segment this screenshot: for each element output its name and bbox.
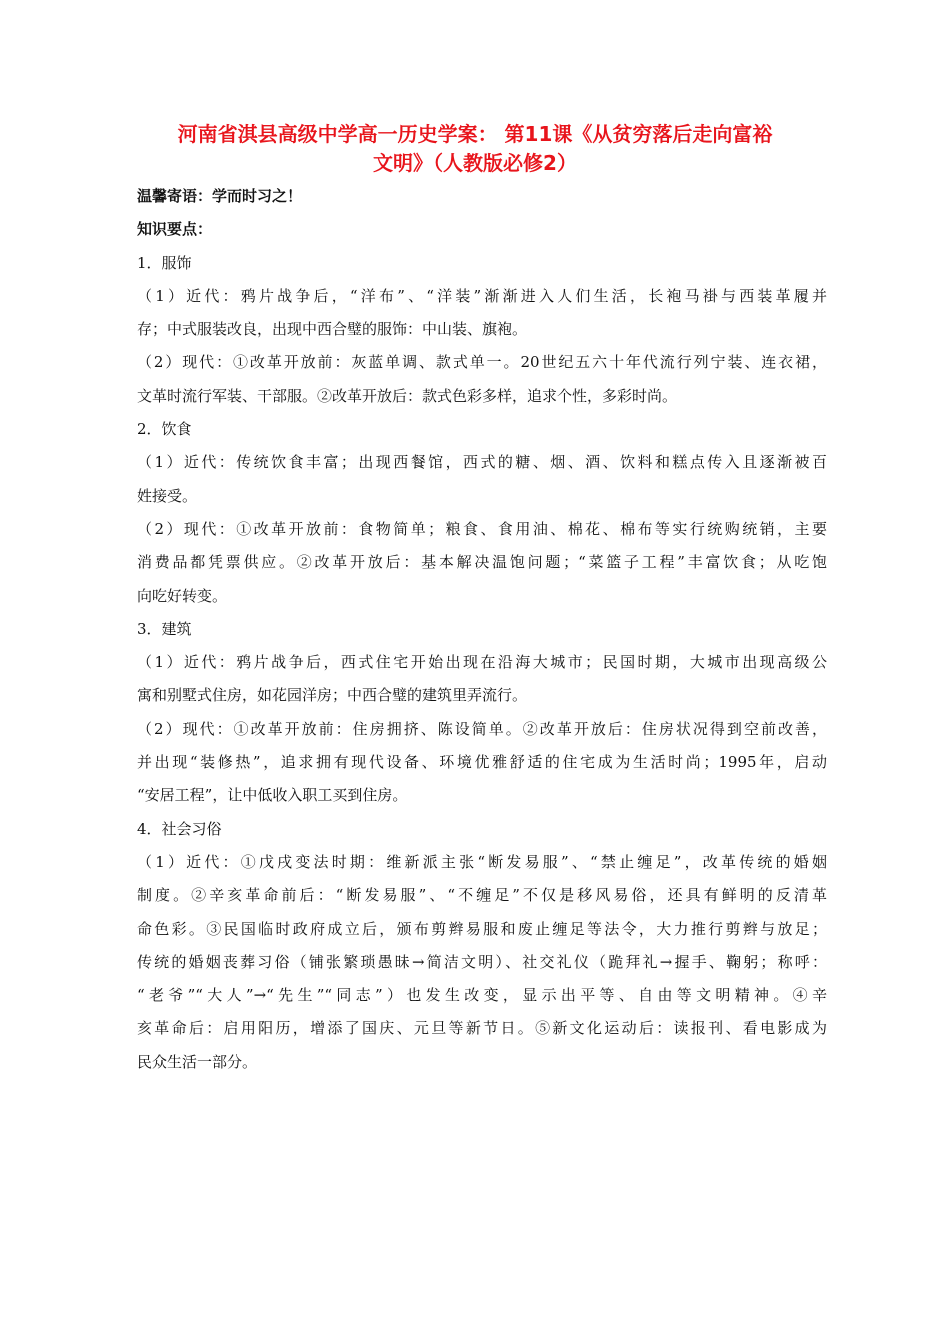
- section-heading-customs: 4．社会习俗: [137, 819, 222, 838]
- knowledge-heading: 知识要点：: [137, 220, 213, 239]
- document-body: [137, 180, 827, 1079]
- paragraph-housing-modern-early: [137, 646, 827, 713]
- document-title: [120, 120, 830, 178]
- text-line: 民众生活一部分。: [137, 1052, 258, 1071]
- text-line: （2）现代：①改革开放前：食物简单；粮食、食用油、棉花、棉布等实行统购统销，主要: [137, 519, 827, 538]
- text-line: 并出现“装修热”，追求拥有现代设备、环境优雅舒适的住宅成为生活时尚；1995年，启动: [137, 753, 827, 772]
- section-heading-clothing: 1．服饰: [137, 253, 192, 272]
- text-line: 制度。②辛亥革命前后：“断发易服”、“不缠足”不仅是移风易俗，还具有鲜明的反清革: [137, 886, 827, 905]
- section-heading-housing: 3．建筑: [137, 619, 192, 638]
- text-line: 亥革命后：启用阳历，增添了国庆、元旦等新节日。⑤新文化运动后：读报刊、看电影成为: [137, 1019, 827, 1038]
- text-line: （1）近代：鸦片战争后，西式住宅开始出现在沿海大城市；民国时期，大城市出现高级公: [137, 653, 827, 672]
- paragraph-food-modern-early: [137, 446, 827, 513]
- text-line: 存；中式服装改良，出现中西合璧的服饰：中山装、旗袍。: [137, 320, 528, 339]
- paragraph-housing-contemporary: [137, 713, 827, 813]
- title-line-2: 文明》（人教版必修2）: [373, 151, 577, 175]
- paragraph-customs-modern-early: [137, 846, 827, 1079]
- text-line: 向吃好转变。: [137, 586, 228, 605]
- text-line: （1）近代：①戊戌变法时期：维新派主张“断发易服”、“禁止缠足”，改革传统的婚姻: [137, 852, 827, 871]
- paragraph-food-contemporary: [137, 513, 827, 613]
- text-line: “老爷”“大人”→“先生”“同志”）也发生改变，显示出平等、自由等文明精神。④辛: [137, 986, 827, 1005]
- text-line: （1）近代：传统饮食丰富；出现西餐馆，西式的糖、烟、酒、饮料和糕点传入且逐渐被百: [137, 453, 827, 472]
- text-line: 命色彩。③民国临时政府成立后，颁布剪辫易服和废止缠足等法令，大力推行剪辫与放足；: [137, 919, 827, 938]
- text-line: （2）现代：①改革开放前：住房拥挤、陈设简单。②改革开放后：住房状况得到空前改善，: [137, 719, 827, 738]
- section-heading-food: 2．饮食: [137, 420, 192, 439]
- text-line: （1）近代：鸦片战争后，“洋布”、“洋装”渐渐进入人们生活，长袍马褂与西装革履并: [137, 286, 827, 305]
- paragraph-clothing-contemporary: [137, 346, 827, 413]
- title-line-1: 河南省淇县高级中学高一历史学案： 第11课《从贫穷落后走向富裕: [177, 122, 773, 146]
- text-line: （2）现代：①改革开放前：灰蓝单调、款式单一。20世纪五六十年代流行列宁装、连衣裙，: [137, 353, 827, 372]
- paragraph-clothing-modern-early: [137, 280, 827, 347]
- text-line: 传统的婚姻丧葬习俗（铺张繁琐愚昧→简洁文明）、社交礼仪（跪拜礼→握手、鞠躬；称呼：: [137, 952, 827, 971]
- text-line: “安居工程”，让中低收入职工买到住房。: [137, 786, 408, 805]
- text-line: 文革时流行军装、干部服。②改革开放后：款式色彩多样，追求个性，多彩时尚。: [137, 386, 678, 405]
- text-line: 消费品都凭票供应。②改革开放后：基本解决温饱问题；“菜篮子工程”丰富饮食；从吃饱: [137, 553, 827, 572]
- greeting: 温馨寄语：学而时习之！: [137, 187, 303, 205]
- text-line: 姓接受。: [137, 486, 198, 505]
- text-line: 寓和别墅式住房，如花园洋房；中西合璧的建筑里弄流行。: [137, 686, 528, 705]
